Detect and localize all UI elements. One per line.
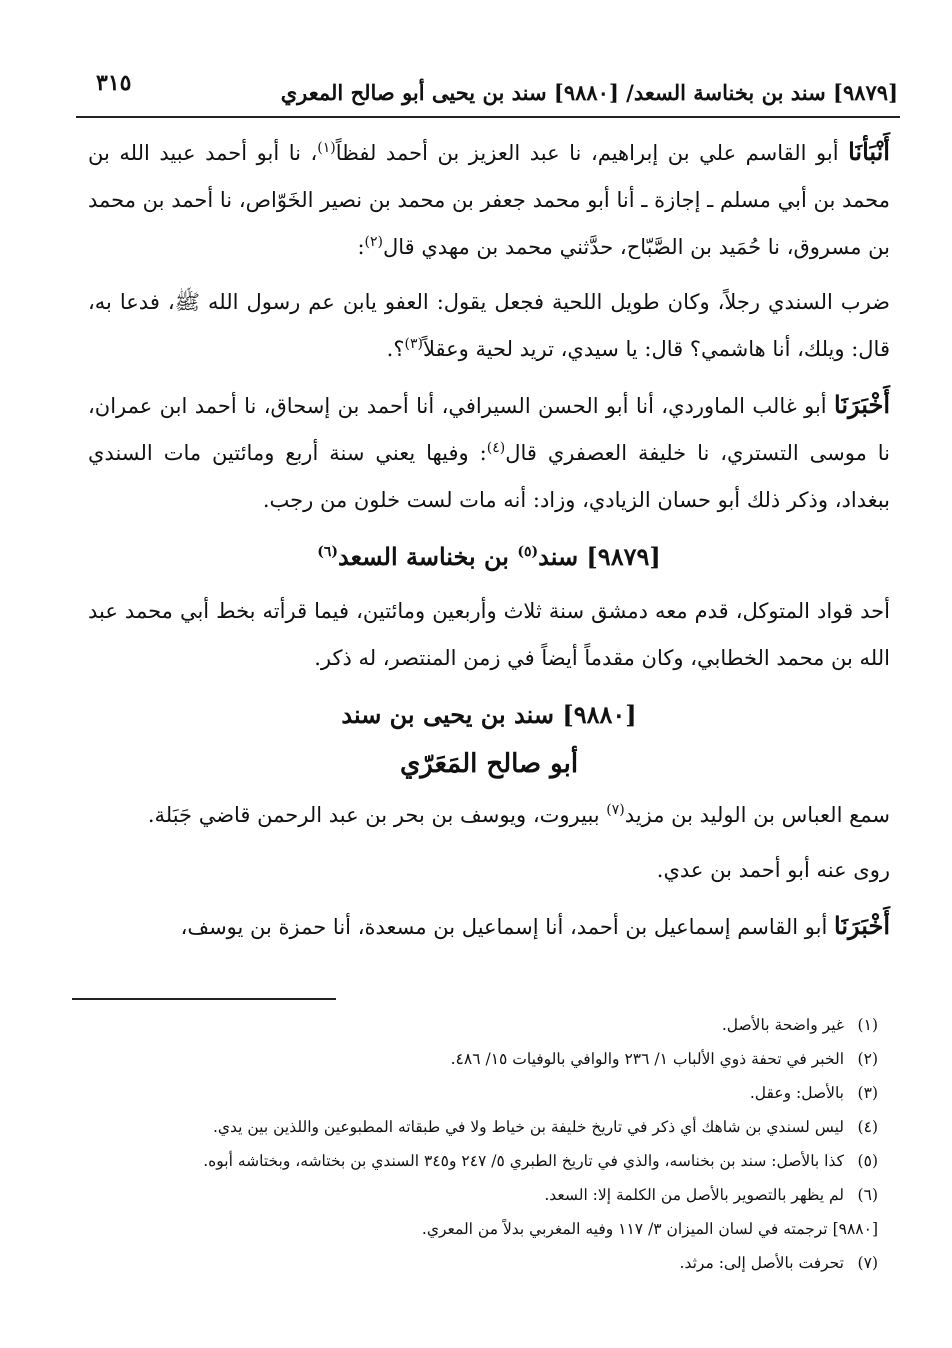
text-span: روى عنه أبو أحمد بن عدي. bbox=[656, 858, 890, 882]
footnote-ref[interactable]: (٤) bbox=[486, 440, 506, 456]
footnote-ref[interactable]: (٥) bbox=[517, 544, 539, 560]
text-span: سمع العباس بن الوليد بن مزيد bbox=[624, 803, 890, 827]
text-span: ببيروت، ويوسف بن بحر بن عبد الرحمن قاضي جَبَلة. bbox=[147, 803, 607, 827]
transmission-keyword: أَنْبَأنَا bbox=[848, 137, 890, 166]
paragraph-isnad-2 bbox=[88, 381, 890, 524]
footnote-text: الخبر في تحفة ذوي الألباب ١/ ٢٣٦ والوافي بالوفيات ١٥/ ٤٨٦. bbox=[450, 1050, 844, 1068]
footnote-number: (٥) bbox=[857, 1152, 878, 1170]
footnote-text: بالأصل: وعقل. bbox=[749, 1084, 844, 1102]
paragraph-isnad-3 bbox=[88, 902, 890, 951]
main-text bbox=[88, 128, 890, 959]
footnote-ref[interactable]: (٣) bbox=[404, 336, 423, 352]
text-span: ، نا أبو أحمد عبيد الله بن محمد بن أبي مسلم ـ إجازة ـ أنا أبو محمد جعفر بن محمد بن نصير الخَوّاص، نا أحمد بن محمد بن مسروق، نا حُمَيد بن الصَّبّاح، حدَّثني محمد بن مهدي قال bbox=[88, 141, 890, 259]
footnote-ref[interactable]: (٢) bbox=[364, 234, 383, 250]
footnotes bbox=[60, 1008, 878, 1280]
paragraph-biography-9879 bbox=[88, 588, 890, 682]
footnote-ref[interactable]: (١) bbox=[317, 140, 336, 156]
text-span: أبو القاسم إسماعيل بن أحمد، أنا إسماعيل بن مسعدة، أنا حمزة بن يوسف، bbox=[180, 915, 835, 939]
footnote-item bbox=[60, 1144, 878, 1178]
footnote-text: تحرفت بالأصل إلى: مرثد. bbox=[679, 1254, 844, 1272]
page-header bbox=[86, 66, 898, 116]
text-span: : وفيها يعني سنة أربع ومائتين مات السندي ببغداد، وذكر ذلك أبو حسان الزيادي، وزاد: أنه مات لست خلون من رجب. bbox=[88, 441, 890, 512]
paragraph-narrators bbox=[88, 847, 890, 894]
footnote-number: (٧) bbox=[857, 1254, 878, 1272]
text-span: أبو القاسم علي بن إبراهيم، نا عبد العزيز بن أحمد لفظاً bbox=[335, 141, 849, 165]
footnote-number: [٩٨٨٠] bbox=[832, 1220, 878, 1238]
transmission-keyword: أَخْبَرَنَا bbox=[834, 911, 890, 940]
footnote-item bbox=[60, 1178, 878, 1212]
footnote-rule bbox=[72, 998, 336, 1000]
footnote-text: لم يظهر بالتصوير بالأصل من الكلمة إلا: السعد. bbox=[544, 1186, 844, 1204]
footnote-text: كذا بالأصل: سند بن بخناسه، والذي في تاريخ الطبري ٥/ ٢٤٧ و٣٤٥ السندي بن بختاشه، وبختاشه أبوه. bbox=[203, 1152, 844, 1170]
text-span: أبو غالب الماوردي، أنا أبو الحسن السيرافي، أنا أحمد بن إسحاق، نا أحمد ابن عمران، نا موسى التستري، نا خليفة العصفري قال bbox=[88, 394, 891, 465]
entry-heading-9880: [٩٨٨٠] سند بن يحيى بن سند bbox=[341, 700, 637, 729]
footnote-text: ترجمته في لسان الميزان ٣/ ١١٧ وفيه المغربي بدلاً من المعري. bbox=[421, 1220, 828, 1238]
footnote-number: (٤) bbox=[857, 1118, 878, 1136]
text-span: ؟. bbox=[386, 337, 405, 361]
paragraph-biography-9880 bbox=[88, 792, 890, 839]
text-span: أحد قواد المتوكل، قدم معه دمشق سنة ثلاث وأربعين ومائتين، فيما قرأته بخط أبي محمد عبد الله بن محمد الخطابي، وكان مقدماً أيضاً في زمن المنتصر، له ذكر. bbox=[88, 599, 890, 670]
footnote-ref[interactable]: (٦) bbox=[317, 544, 339, 560]
text-span: ضرب السندي رجلاً، وكان طويل اللحية فجعل يقول: العفو يابن عم رسول الله ﷺ، فدعا به، قال: ويلك، أنا هاشمي؟ قال: يا سيدي، تريد لحية وعقلاً bbox=[88, 290, 890, 361]
footnote-item bbox=[60, 1008, 878, 1042]
entry-heading-9879 bbox=[88, 534, 890, 580]
footnote-item bbox=[60, 1246, 878, 1280]
text-span: بن بخناسة السعد bbox=[338, 542, 518, 571]
footnote-number: (٦) bbox=[857, 1186, 878, 1204]
footnote-item bbox=[60, 1042, 878, 1076]
paragraph-isnad-1 bbox=[88, 128, 890, 271]
paragraph-report bbox=[88, 279, 890, 373]
footnote-ref[interactable]: (٧) bbox=[606, 802, 625, 818]
footnote-item bbox=[60, 1076, 878, 1110]
footnote-number: (٢) bbox=[857, 1050, 878, 1068]
footnote-number: (١) bbox=[857, 1016, 878, 1034]
text-span: : bbox=[357, 235, 365, 259]
transmission-keyword: أَخْبَرَنَا bbox=[834, 390, 890, 419]
text-span: [٩٨٧٩] سند bbox=[538, 542, 661, 571]
footnote-number: (٣) bbox=[857, 1084, 878, 1102]
footnote-item bbox=[60, 1110, 878, 1144]
header-rule bbox=[76, 116, 900, 118]
entry-subheading-9880: أبو صالح المَعَرّي bbox=[399, 749, 579, 779]
footnote-item bbox=[60, 1212, 878, 1246]
footnote-text: غير واضحة بالأصل. bbox=[721, 1016, 844, 1034]
footnote-text: ليس لسندي بن شاهك أي ذكر في تاريخ خليفة بن خياط ولا في طبقاته المطبوعين واللذين بين يدي. bbox=[212, 1118, 844, 1136]
running-head: [٩٨٧٩] سند بن بخناسة السعد/ [٩٨٨٠] سند بن يحيى أبو صالح المعري bbox=[280, 80, 898, 105]
page-number: ٣١٥ bbox=[96, 70, 132, 96]
